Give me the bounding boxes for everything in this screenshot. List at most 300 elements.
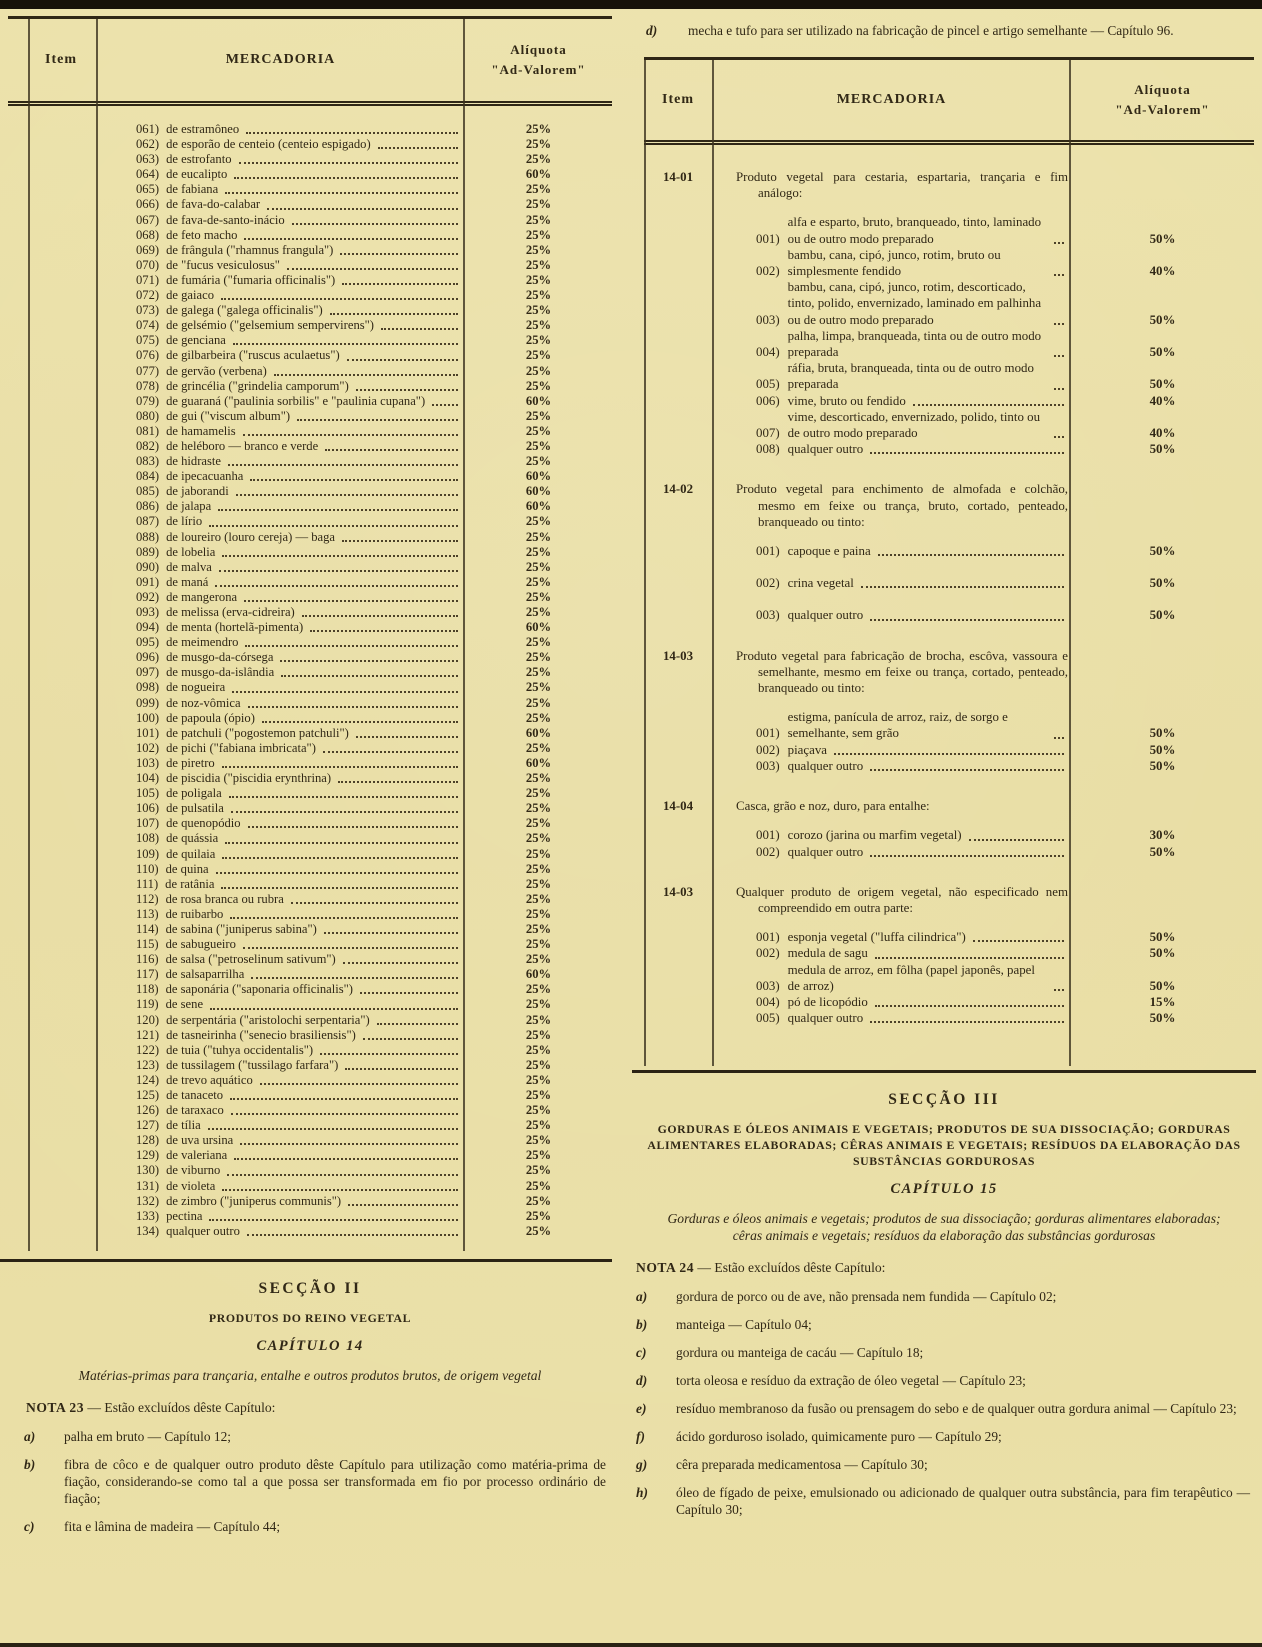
group-items: [644, 214, 1254, 457]
row-rate: 25%: [525, 378, 552, 393]
dot-leader: [208, 1128, 458, 1130]
table-row: [8, 409, 612, 424]
row-rate: 25%: [525, 514, 552, 529]
row-number: 107): [136, 816, 160, 831]
dot-leader: [1054, 989, 1064, 991]
table-row: [8, 560, 612, 575]
row-merchandise: de sene: [165, 997, 204, 1012]
row-merchandise: qualquer outro: [166, 1223, 240, 1238]
dot-leader: [870, 619, 1064, 621]
capitulo-15-title: CAPÍTULO 15: [890, 1181, 998, 1198]
row-merchandise: de fava-do-calabar: [166, 197, 261, 212]
table-row: [8, 1073, 612, 1088]
row-rate: 50%: [1149, 345, 1176, 360]
list-item: [24, 1518, 606, 1535]
table-row: [8, 1118, 612, 1133]
row-number: 098): [136, 680, 160, 695]
row-merchandise: crina vegetal: [787, 576, 854, 591]
dot-leader: [222, 766, 458, 768]
row-merchandise: medula de arroz, em fôlha (papel japonês, papel de arroz): [787, 962, 1035, 993]
row-rate: 50%: [1149, 844, 1176, 859]
dot-leader: [973, 940, 1064, 942]
row-number: 077): [136, 363, 160, 378]
item-letter: c): [636, 1345, 647, 1361]
row-number: 088): [136, 529, 160, 544]
table-row: [8, 1028, 612, 1043]
row-merchandise: vime, bruto ou fendido: [787, 393, 906, 408]
table-row: [8, 575, 612, 590]
table-row: [8, 303, 612, 318]
row-merchandise: de feto macho: [166, 227, 238, 242]
row-number: 086): [136, 499, 160, 514]
row-merchandise: qualquer outro: [787, 844, 864, 859]
row-rate: 25%: [525, 227, 552, 242]
column-header-mercadoria: MERCADORIA: [836, 92, 947, 107]
row-number: 128): [136, 1133, 160, 1148]
dot-leader: [248, 826, 458, 828]
right-table-edge-line: [644, 60, 646, 1066]
row-merchandise: de mangerona: [166, 589, 238, 604]
row-number: 002): [756, 742, 780, 757]
row-merchandise: de guaraná ("paulinia sorbilis" e "paulinia cupana"): [166, 393, 426, 408]
column-header-mercadoria: MERCADORIA: [225, 52, 336, 67]
row-rate: 25%: [525, 861, 552, 876]
row-rate: 25%: [525, 816, 552, 831]
table-row: [8, 273, 612, 288]
seccao-iii-title: SECÇÃO III: [888, 1091, 1000, 1109]
nota-24-line: [636, 1260, 1256, 1276]
table-row: [8, 620, 612, 635]
dot-leader: [219, 570, 458, 572]
row-rate: 25%: [525, 695, 552, 710]
row-merchandise: de salsa ("petroselinum sativum"): [165, 952, 336, 967]
aliquota-line2: "Ad-Valorem": [491, 62, 586, 77]
row-number: 069): [136, 242, 160, 257]
dot-leader: [240, 1143, 458, 1145]
row-number: 070): [136, 257, 160, 272]
row-rate: 40%: [1149, 393, 1176, 408]
row-number: 073): [136, 303, 160, 318]
table-row: [8, 364, 612, 379]
list-item: [636, 1428, 1250, 1445]
row-merchandise: de trevo aquático: [166, 1072, 253, 1087]
column-header-item: Item: [45, 52, 77, 67]
table-row: [644, 844, 1254, 860]
row-merchandise: palha, limpa, branqueada, tinta ou de outro modo preparada: [787, 328, 1042, 360]
row-number: 103): [136, 755, 160, 770]
dot-leader: [225, 842, 458, 844]
row-rate: 25%: [525, 1042, 552, 1057]
row-rate: 50%: [1149, 726, 1176, 741]
row-rate: 25%: [525, 771, 552, 786]
row-rate: 60%: [525, 393, 552, 408]
row-number: 105): [136, 786, 160, 801]
row-merchandise: de musgo-da-córsega: [166, 650, 274, 665]
table-row: [8, 1209, 612, 1224]
table-row: [644, 994, 1254, 1010]
capitulo-15-description: Gorduras e óleos animais e vegetais; produtos de sua dissociação; gorduras alimentares elaboradas; cêras animais e vegetais; resíduos da elaboração das substâncias gordurosas: [667, 1211, 1221, 1244]
right-table-item-separator: [712, 60, 714, 1066]
row-merchandise: de frângula ("rhamnus frangula"): [166, 242, 334, 257]
table-row: [8, 801, 612, 816]
row-number: 100): [136, 710, 160, 725]
table-row: [8, 439, 612, 454]
row-merchandise: de hamamelis: [166, 423, 236, 438]
row-merchandise: de sabina ("juniperus sabina"): [165, 921, 317, 936]
row-number: 114): [136, 921, 159, 936]
row-rate: 25%: [525, 1103, 552, 1118]
dot-leader: [243, 434, 458, 436]
aliquota-line1: Alíquota: [510, 42, 567, 57]
nota-23-items: [8, 1428, 612, 1535]
row-number: 094): [136, 620, 160, 635]
dot-leader: [245, 645, 458, 647]
row-number: 109): [136, 846, 160, 861]
row-rate: 40%: [1149, 426, 1176, 441]
dot-leader: [225, 192, 458, 194]
group-heading: Casca, grão e noz, duro, para entalhe:: [736, 799, 930, 814]
group-items: [644, 543, 1254, 624]
group-heading: Produto vegetal para cestaria, espartaria, trançaria e fim análogo:: [736, 170, 1068, 201]
dot-leader: [231, 1113, 458, 1115]
list-item: [636, 1400, 1250, 1417]
row-merchandise: de quilaia: [166, 846, 216, 861]
table-row: [8, 756, 612, 771]
table-row: [8, 982, 612, 997]
row-rate: 40%: [1149, 264, 1176, 279]
item-text: óleo de fígado de peixe, emulsionado ou adicionado de qualquer outra substância, para fim terapêutico — Capítulo 30;: [676, 1485, 1250, 1518]
dot-leader: [230, 1098, 458, 1100]
row-rate: 25%: [525, 906, 552, 921]
row-rate: 60%: [525, 484, 552, 499]
row-number: 005): [756, 377, 780, 392]
row-merchandise: de galega ("galega officinalis"): [166, 303, 323, 318]
table-row: [8, 348, 612, 363]
dot-leader: [243, 947, 458, 949]
row-number: 116): [136, 952, 159, 967]
list-item: [636, 1456, 1250, 1473]
item-text: resíduo membranoso da fusão ou prensagem do sebo e de qualquer outra gordura animal — Capítulo 23;: [676, 1401, 1237, 1417]
nota-24-items: [632, 1288, 1256, 1518]
row-rate: 25%: [525, 952, 552, 967]
row-number: 074): [136, 318, 160, 333]
dot-leader: [323, 751, 458, 753]
item-letter: a): [24, 1428, 36, 1444]
table-row: [8, 696, 612, 711]
row-merchandise: de grincélia ("grindelia camporum"): [166, 378, 349, 393]
row-merchandise: de eucalipto: [166, 167, 228, 182]
row-merchandise: ráfia, bruta, branqueada, tinta ou de outro modo preparada: [787, 361, 1034, 392]
item-letter: b): [636, 1317, 648, 1333]
row-rate: 25%: [525, 650, 552, 665]
row-merchandise: de ruibarbo: [165, 906, 224, 921]
dot-leader: [281, 675, 458, 677]
dot-leader: [325, 449, 458, 451]
dot-leader: [330, 313, 458, 315]
list-item: [24, 1456, 606, 1507]
left-table-item-separator: [96, 19, 98, 1251]
capitulo-14-title: CAPÍTULO 14: [256, 1337, 364, 1354]
table-row: [644, 279, 1254, 328]
dot-leader: [342, 283, 458, 285]
dot-leader: [228, 464, 458, 466]
row-rate: 50%: [1149, 608, 1176, 623]
dot-leader: [233, 343, 458, 345]
item-letter: d): [636, 1373, 648, 1389]
row-rate: 25%: [525, 665, 552, 680]
table-row: [8, 182, 612, 197]
list-item: [636, 1316, 1250, 1333]
row-number: 068): [136, 227, 160, 242]
row-number: 119): [136, 997, 159, 1012]
row-merchandise: piaçava: [787, 742, 827, 757]
row-merchandise: de zimbro ("juniperus communis"): [166, 1193, 342, 1208]
row-number: 113): [136, 906, 159, 921]
row-rate: 50%: [1149, 1011, 1176, 1026]
row-number: 067): [136, 212, 160, 227]
row-merchandise: medula de sagu: [787, 946, 868, 961]
row-number: 062): [136, 137, 160, 152]
dot-leader: [356, 389, 458, 391]
row-rate: 25%: [525, 212, 552, 227]
row-merchandise: de tília: [166, 1118, 201, 1133]
dot-leader: [377, 1023, 458, 1025]
row-merchandise: de gelsémio ("gelsemium sempervirens"): [166, 318, 374, 333]
row-merchandise: de jaborandi: [166, 484, 229, 499]
row-rate: 25%: [525, 242, 552, 257]
table-row: [8, 937, 612, 952]
table-row: [8, 499, 612, 514]
table-row: [644, 758, 1254, 774]
dot-leader: [340, 253, 458, 255]
table-row: [8, 1133, 612, 1148]
row-rate: 25%: [525, 997, 552, 1012]
row-number: 087): [136, 514, 160, 529]
row-number: 125): [136, 1088, 160, 1102]
group-items: [644, 929, 1254, 1026]
row-number: 061): [136, 122, 160, 136]
dot-leader: [1054, 323, 1064, 325]
row-number: 002): [756, 576, 780, 591]
list-item: [636, 1288, 1250, 1305]
row-number: 078): [136, 378, 160, 393]
row-merchandise: de fumária ("fumaria officinalis"): [166, 272, 336, 287]
row-number: 090): [136, 559, 160, 574]
nota-23-label: NOTA 23: [26, 1399, 85, 1415]
table-row: [8, 213, 612, 228]
row-merchandise: de salsaparrilha: [165, 967, 245, 982]
dot-leader: [338, 781, 458, 783]
row-rate: 25%: [525, 182, 552, 197]
table-row: [644, 945, 1254, 961]
row-rate: 25%: [525, 318, 552, 333]
item-text: fita e lâmina de madeira — Capítulo 44;: [64, 1518, 281, 1534]
row-number: 064): [136, 167, 160, 182]
table-row: [8, 137, 612, 152]
row-rate: 25%: [525, 303, 552, 318]
left-table-body: [8, 106, 612, 1251]
row-rate: 60%: [525, 725, 552, 740]
row-number: 096): [136, 650, 160, 665]
row-rate: 25%: [525, 152, 552, 167]
row-merchandise: de lobelia: [166, 544, 216, 559]
table-row: [8, 1013, 612, 1028]
dot-leader: [267, 208, 458, 210]
row-rate: 50%: [1149, 978, 1176, 993]
row-number: 093): [136, 605, 160, 619]
row-merchandise: de gervão (verbena): [166, 363, 267, 378]
row-rate: 25%: [525, 423, 552, 438]
table-row: [8, 605, 612, 620]
row-rate: 25%: [525, 846, 552, 861]
table-row: [8, 484, 612, 499]
dot-leader: [356, 736, 458, 738]
seccao-ii-title: SECÇÃO II: [258, 1279, 362, 1297]
tariff-group-14-04: [644, 798, 1254, 860]
dot-leader: [870, 452, 1064, 454]
row-merchandise: bambu, cana, cipó, junco, rotim, descorticado, tinto, polido, envernizado, laminado em palhinha ou de outro modo preparado: [787, 280, 1042, 327]
row-rate: 60%: [525, 755, 552, 770]
item-letter: e): [636, 1401, 647, 1417]
table-row: [8, 318, 612, 333]
row-merchandise: qualquer outro: [787, 442, 864, 457]
row-merchandise: de jalapa: [166, 499, 212, 514]
item-letter: g): [636, 1457, 648, 1473]
group-code: 14-02: [662, 482, 694, 497]
table-row: [8, 665, 612, 680]
row-rate: 50%: [1149, 544, 1176, 559]
dot-leader: [221, 887, 458, 889]
row-rate: 25%: [525, 921, 552, 936]
row-merchandise: pectina: [166, 1208, 203, 1223]
row-rate: 50%: [1149, 377, 1176, 392]
row-merchandise: de melissa (erva-cidreira): [166, 605, 295, 619]
row-merchandise: de estrofanto: [166, 152, 232, 167]
row-rate: 50%: [1149, 758, 1176, 773]
row-merchandise: de meimendro: [166, 635, 239, 650]
dot-leader: [378, 147, 458, 149]
left-column: [8, 16, 612, 1546]
row-number: 063): [136, 152, 160, 167]
table-row: [8, 1088, 612, 1103]
row-rate: 25%: [525, 786, 552, 801]
tariff-group-14-01: [644, 169, 1254, 457]
dot-leader: [345, 1068, 458, 1070]
item-letter: c): [24, 1518, 35, 1534]
dot-leader: [210, 1008, 458, 1010]
dot-leader: [221, 298, 458, 300]
group-heading: Qualquer produto de origem vegetal, não especificado nem compreendido em outra parte:: [736, 884, 1068, 915]
dot-leader: [218, 509, 458, 511]
row-number: 095): [136, 635, 160, 650]
dot-leader: [244, 238, 458, 240]
row-rate: 25%: [525, 272, 552, 287]
row-rate: 25%: [525, 408, 552, 423]
dot-leader: [432, 404, 458, 406]
table-row: [644, 929, 1254, 945]
table-row: [8, 922, 612, 937]
table-row: [8, 243, 612, 258]
dot-leader: [216, 872, 458, 874]
group-code: 14-03: [662, 884, 694, 899]
row-merchandise: qualquer outro: [787, 1011, 864, 1026]
row-number: 006): [756, 393, 780, 408]
row-merchandise: de "fucus vesiculosus": [166, 257, 280, 272]
row-rate: 25%: [525, 574, 552, 589]
row-number: 002): [756, 844, 780, 859]
row-rate: 25%: [525, 1208, 552, 1223]
dot-leader: [969, 839, 1064, 841]
row-number: 091): [136, 574, 160, 589]
table-row: [8, 877, 612, 892]
dot-leader: [287, 268, 458, 270]
dot-leader: [209, 1219, 458, 1221]
item-text: palha em bruto — Capítulo 12;: [64, 1428, 231, 1444]
table-row: [8, 771, 612, 786]
row-merchandise: de tussilagem ("tussilago farfara"): [166, 1057, 339, 1072]
dot-leader: [239, 162, 459, 164]
dot-leader: [234, 1158, 458, 1160]
row-number: 005): [756, 1011, 780, 1026]
table-row: [8, 726, 612, 741]
row-rate: 25%: [525, 831, 552, 846]
row-merchandise: de quina: [165, 861, 209, 876]
row-merchandise: de loureiro (louro cereja) — baga: [166, 529, 335, 544]
dot-leader: [247, 1234, 458, 1236]
row-merchandise: de menta (hortelã-pimenta): [166, 620, 304, 635]
dot-leader: [209, 525, 458, 527]
dot-leader: [310, 630, 458, 632]
row-rate: 25%: [525, 122, 552, 136]
row-number: 003): [756, 608, 780, 623]
row-rate: 25%: [525, 257, 552, 272]
row-rate: 25%: [525, 1072, 552, 1087]
table-row: [644, 409, 1254, 441]
row-number: 004): [756, 345, 780, 360]
row-number: 129): [136, 1148, 160, 1163]
table-row: [8, 862, 612, 877]
table-row: [8, 831, 612, 846]
row-merchandise: de tasneirinha ("senecio brasiliensis"): [166, 1027, 356, 1042]
row-rate: 30%: [1149, 828, 1176, 843]
table-row: [8, 952, 612, 967]
row-rate: 25%: [525, 982, 552, 997]
seccao-ii-block: [8, 1280, 612, 1535]
item-letter: b): [24, 1456, 36, 1472]
tariff-group-14-02: [644, 481, 1254, 623]
row-merchandise: esponja vegetal ("luffa cilindrica"): [787, 930, 966, 945]
row-number: 008): [756, 442, 780, 457]
dot-leader: [347, 359, 458, 361]
dot-leader: [870, 855, 1064, 857]
item-text: ácido gorduroso isolado, quimicamente puro — Capítulo 29;: [676, 1429, 1002, 1445]
dot-leader: [870, 1021, 1064, 1023]
dot-leader: [1054, 274, 1064, 276]
dot-leader: [875, 1005, 1064, 1007]
group-heading: Produto vegetal para enchimento de almofada e colchão, mesmo em feixe ou trança, bruto, cortado, penteado, branqueado ou tinto:: [736, 482, 1068, 529]
table-row: [8, 1179, 612, 1194]
row-rate: 25%: [525, 1193, 552, 1208]
row-rate: 25%: [525, 635, 552, 650]
row-number: 092): [136, 589, 160, 604]
row-rate: 25%: [525, 197, 552, 212]
row-rate: 50%: [1149, 442, 1176, 457]
right-table-aliquota-separator: [1069, 60, 1071, 1066]
item-letter: d): [646, 23, 658, 38]
dot-leader: [1054, 388, 1064, 390]
row-number: 126): [136, 1103, 160, 1118]
row-merchandise: de saponária ("saponaria officinalis"): [165, 982, 353, 997]
